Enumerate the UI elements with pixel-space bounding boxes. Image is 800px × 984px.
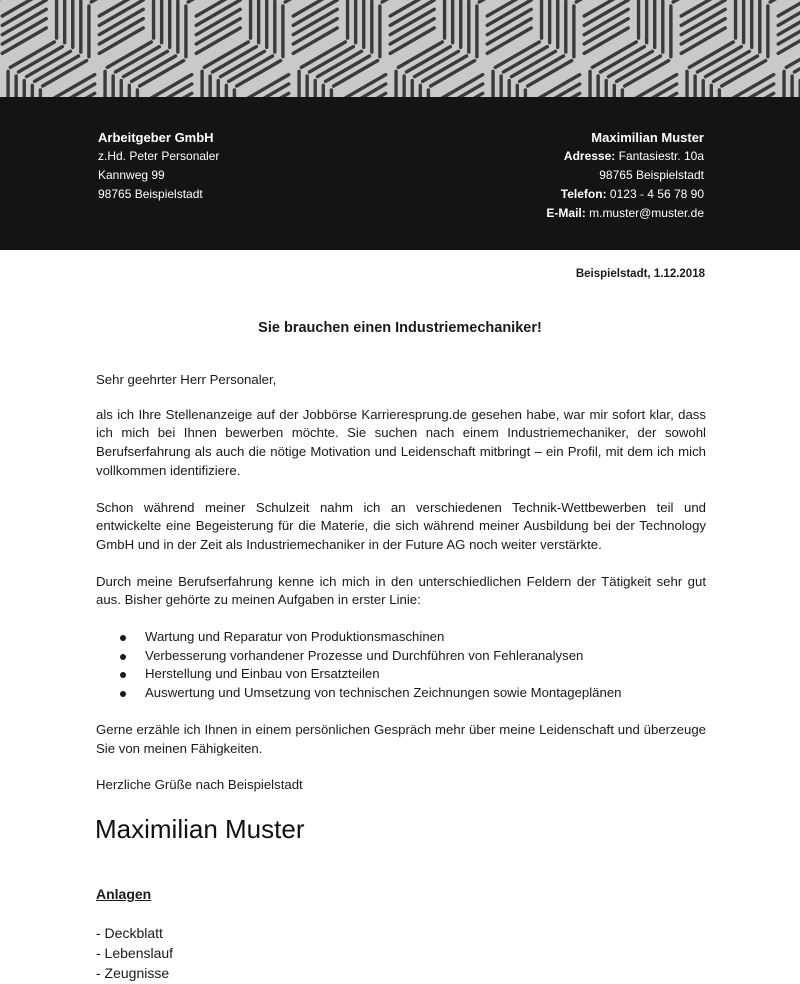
letter-body <box>96 371 706 813</box>
bullet-icon <box>120 691 126 697</box>
address-street: Fantasiestr. 10a <box>618 149 704 163</box>
task-text: Wartung und Reparatur von Produktionsmaschinen <box>145 629 445 645</box>
phone-number: 0123 - 4 56 78 90 <box>609 187 704 201</box>
pattern-graphic <box>0 0 800 97</box>
list-item <box>96 628 706 647</box>
task-text: Verbesserung vorhandener Prozesse und Durchführen von Fehleranalysen <box>145 647 584 663</box>
salutation: Sehr geehrter Herr Personaler, <box>96 372 277 387</box>
bullet-icon <box>120 672 126 678</box>
closing: Herzliche Grüße nach Beispielstadt <box>96 777 303 793</box>
sender-name: Maximilian Muster <box>591 130 704 145</box>
list-item <box>96 665 706 684</box>
sender-email-line <box>546 204 704 223</box>
email-address: m.muster@muster.de <box>589 206 704 220</box>
sender-address-line <box>546 147 704 166</box>
attachments-list <box>96 923 173 983</box>
recipient-street: Kannweg 99 <box>98 168 165 182</box>
list-item <box>96 684 706 703</box>
bullet-icon <box>120 654 126 660</box>
sender-address-block <box>546 128 704 223</box>
attachment-item: - Zeugnisse <box>96 965 170 981</box>
address-label: Adresse: <box>563 149 616 163</box>
letter-date: Beispielstadt, 1.12.2018 <box>575 268 705 280</box>
attachment-item: - Lebenslauf <box>96 945 174 961</box>
task-text: Herstellung und Einbau von Ersatzteilen <box>145 666 380 682</box>
sender-city: 98765 Beispielstadt <box>599 168 704 182</box>
recipient-contact: z.Hd. Peter Personaler <box>98 149 220 163</box>
recipient-city: 98765 Beispielstadt <box>98 187 203 201</box>
letterhead <box>0 97 800 250</box>
letter-subject: Sie brauchen einen Industriemechaniker! <box>258 320 542 336</box>
attachments-title: Anlagen <box>96 886 152 902</box>
task-list <box>96 628 706 703</box>
bullet-icon <box>120 635 126 641</box>
phone-label: Telefon: <box>560 187 607 201</box>
paragraph-experience: Durch meine Berufserfahrung kenne ich mich in den unterschiedlichen Feldern der Tätigkeit sehr gut aus. Bisher gehörte zu meinen Aufgaben in erster Linie: <box>96 573 706 608</box>
paragraph-interview: Gerne erzähle ich Ihnen in einem persönlichen Gespräch mehr über meine Leidenschaft und überzeuge Sie von meinen Fähigkeiten. <box>96 721 706 756</box>
recipient-address-block <box>98 128 219 204</box>
list-item <box>96 647 706 666</box>
sender-phone-line <box>546 185 704 204</box>
recipient-company: Arbeitgeber GmbH <box>98 130 214 145</box>
signature: Maximilian Muster <box>95 814 305 844</box>
paragraph-intro: als ich Ihre Stellenanzeige auf der Jobbörse Karrieresprung.de gesehen habe, war mir sofort klar, dass ich mich bei Ihnen bewerben möchte. Sie suchen nach einem Industriemechaniker, der sowohl Berufserfahrung als auch die nötige Motivation und Leidenschaft mitbringt – ein Profil, mit dem ich mich vollkommen identifiziere. <box>96 406 706 478</box>
email-label: E-Mail: <box>546 206 586 220</box>
pattern-stripe <box>770 0 800 2</box>
task-text: Auswertung und Umsetzung von technischen Zeichnungen sowie Montageplänen <box>145 685 622 701</box>
paragraph-background: Schon während meiner Schulzeit nahm ich an verschiedenen Technik-Wettbewerben teil und entwickelte eine Begeisterung für die Materie, die sich während meiner Ausbildung bei der Technology GmbH und in der Zeit als Industriemechaniker in der Future AG noch weiter verstärkte. <box>96 499 706 552</box>
decorative-hexagon-pattern <box>0 0 800 97</box>
attachment-item: - Deckblatt <box>96 925 163 941</box>
